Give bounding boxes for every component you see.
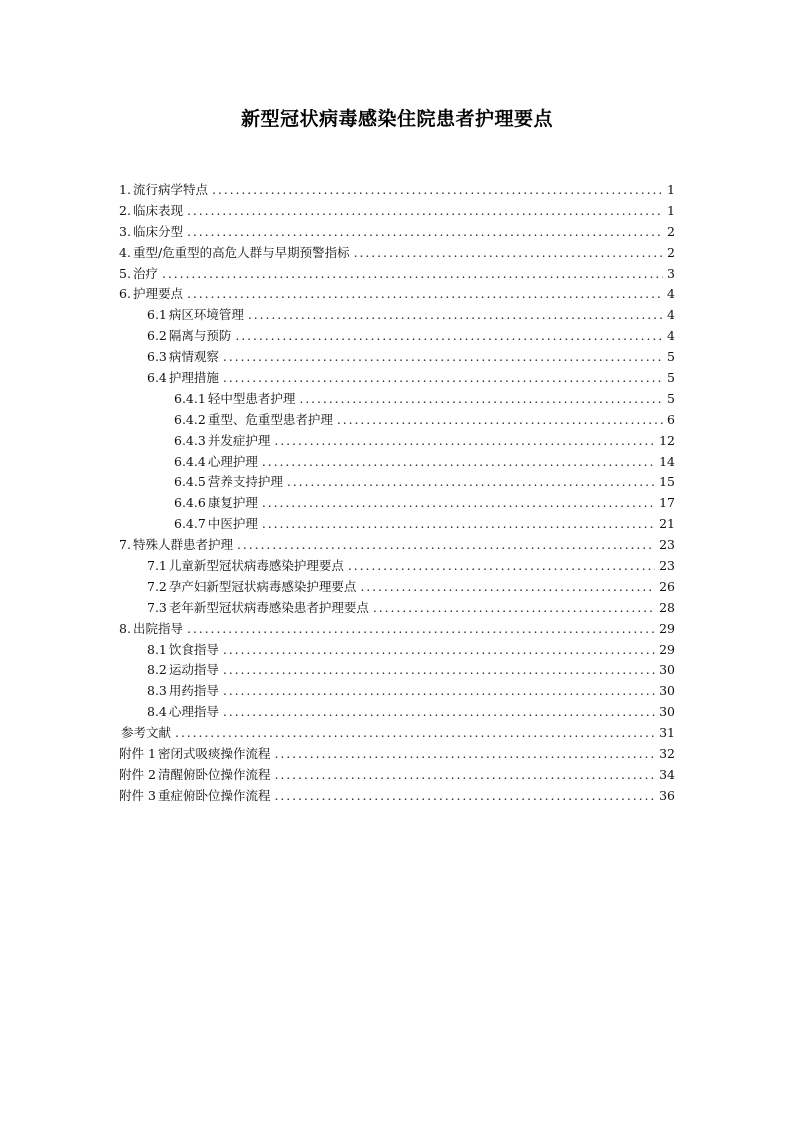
toc-page-number: 34 xyxy=(659,766,675,782)
toc-entry-label: 密闭式吸痰操作流程 xyxy=(157,746,271,762)
toc-page-number: 4 xyxy=(667,328,675,344)
toc-entry-number: 8.2 xyxy=(147,662,167,678)
toc-dot-leader xyxy=(237,535,655,556)
toc-entry[interactable] xyxy=(119,681,675,702)
toc-entry[interactable] xyxy=(119,452,675,473)
toc-entry-label: 中医护理 xyxy=(207,516,258,532)
toc-entry[interactable] xyxy=(119,305,675,326)
toc-entry-number: 6.4.7 xyxy=(174,516,206,532)
toc-entry[interactable] xyxy=(119,180,675,201)
toc-dot-leader xyxy=(187,222,663,243)
toc-entry[interactable] xyxy=(119,264,675,285)
toc-entry-number: 6.4.4 xyxy=(174,453,206,469)
toc-entry-number: 6.1 xyxy=(147,307,167,323)
toc-entry-label: 护理措施 xyxy=(168,370,219,386)
toc-entry-number: 附件 3 xyxy=(119,787,156,803)
toc-dot-leader xyxy=(287,472,655,493)
toc-entry-label: 饮食指导 xyxy=(168,641,219,657)
toc-entry-label: 流行病学特点 xyxy=(132,182,208,197)
toc-entry-number: 7.3 xyxy=(147,599,167,615)
toc-page-number: 14 xyxy=(659,453,675,469)
toc-dot-leader xyxy=(274,744,655,765)
toc-dot-leader xyxy=(187,201,663,222)
toc-entry-number: 6.4.5 xyxy=(174,474,206,490)
toc-dot-leader xyxy=(235,326,663,347)
toc-entry-label: 老年新型冠状病毒感染患者护理要点 xyxy=(168,599,369,615)
toc-page-number: 23 xyxy=(659,537,675,553)
toc-page-number: 29 xyxy=(659,620,675,636)
toc-dot-leader xyxy=(223,681,655,702)
toc-dot-leader xyxy=(274,765,655,786)
toc-dot-leader xyxy=(187,619,655,640)
toc-page-number: 17 xyxy=(659,495,675,511)
toc-entry-label: 并发症护理 xyxy=(207,432,271,448)
toc-dot-leader xyxy=(348,556,655,577)
toc-dot-leader xyxy=(212,180,663,201)
toc-entry-label: 心理护理 xyxy=(207,453,258,469)
toc-entry-number: 7. xyxy=(119,537,131,553)
toc-dot-leader xyxy=(248,305,663,326)
toc-entry[interactable] xyxy=(119,535,675,556)
toc-entry-label: 护理要点 xyxy=(132,286,183,302)
toc-entry-label: 儿童新型冠状病毒感染护理要点 xyxy=(168,558,344,574)
toc-page-number: 12 xyxy=(659,432,675,448)
table-of-contents xyxy=(119,180,675,807)
toc-entry-label: 出院指导 xyxy=(132,620,183,636)
toc-entry-label: 心理指导 xyxy=(168,704,219,720)
toc-entry[interactable] xyxy=(119,410,675,431)
toc-dot-leader xyxy=(223,368,663,389)
toc-page-number: 5 xyxy=(667,390,675,406)
toc-dot-leader xyxy=(274,786,655,807)
toc-entry-number: 7.2 xyxy=(147,578,167,594)
toc-entry[interactable] xyxy=(119,786,675,807)
toc-entry-label: 病区环境管理 xyxy=(168,307,244,323)
toc-dot-leader xyxy=(223,702,655,723)
toc-entry[interactable] xyxy=(119,431,675,452)
toc-page-number: 29 xyxy=(659,641,675,657)
toc-entry-number: 6. xyxy=(119,286,131,302)
toc-page-number: 30 xyxy=(659,662,675,678)
toc-entry[interactable] xyxy=(119,389,675,410)
toc-page-number: 2 xyxy=(667,223,675,239)
toc-entry[interactable] xyxy=(119,326,675,347)
toc-entry-number: 7.1 xyxy=(147,558,167,574)
toc-page-number: 1 xyxy=(667,182,675,197)
toc-entry-label: 重型、危重型患者护理 xyxy=(207,411,333,427)
toc-entry-number: 6.4.1 xyxy=(174,390,206,406)
toc-entry-label: 营养支持护理 xyxy=(207,474,283,490)
toc-entry[interactable] xyxy=(119,514,675,535)
toc-entry[interactable] xyxy=(119,222,675,243)
toc-entry-number: 3. xyxy=(119,223,131,239)
toc-entry-label: 隔离与预防 xyxy=(168,328,232,344)
toc-entry[interactable] xyxy=(119,598,675,619)
toc-entry[interactable] xyxy=(119,660,675,681)
toc-entry-number: 6.4.6 xyxy=(174,495,206,511)
document-title: 新型冠状病毒感染住院患者护理要点 xyxy=(240,108,553,130)
toc-dot-leader xyxy=(162,264,663,285)
toc-entry[interactable] xyxy=(119,619,675,640)
toc-entry[interactable] xyxy=(119,577,675,598)
toc-dot-leader xyxy=(223,640,655,661)
toc-page-number: 23 xyxy=(659,558,675,574)
toc-entry[interactable] xyxy=(119,472,675,493)
toc-page-number: 36 xyxy=(659,787,675,803)
toc-entry-label: 病情观察 xyxy=(168,349,219,365)
toc-entry[interactable] xyxy=(119,744,675,765)
toc-entry-label: 孕产妇新型冠状病毒感染护理要点 xyxy=(168,578,357,594)
toc-page-number: 1 xyxy=(667,202,675,218)
toc-entry[interactable] xyxy=(119,640,675,661)
toc-entry-number: 8.3 xyxy=(147,683,167,699)
toc-entry-label: 康复护理 xyxy=(207,495,258,511)
toc-entry-number: 附件 2 xyxy=(119,766,156,782)
toc-entry[interactable] xyxy=(119,284,675,305)
toc-entry-label: 临床分型 xyxy=(132,223,183,239)
toc-entry-number: 6.4 xyxy=(147,370,167,386)
toc-entry-number: 8.1 xyxy=(147,641,167,657)
toc-dot-leader xyxy=(299,389,663,410)
toc-page-number: 31 xyxy=(659,725,675,741)
toc-dot-leader xyxy=(262,493,655,514)
toc-entry-label: 轻中型患者护理 xyxy=(207,390,296,406)
toc-entry-label: 参考文献 xyxy=(121,725,172,741)
toc-dot-leader xyxy=(175,723,655,744)
toc-page-number: 5 xyxy=(667,349,675,365)
toc-page-number: 15 xyxy=(659,474,675,490)
toc-dot-leader xyxy=(360,577,655,598)
toc-entry-number: 5. xyxy=(119,265,131,281)
toc-page-number: 3 xyxy=(667,265,675,281)
toc-page-number: 2 xyxy=(667,244,675,260)
toc-entry-label: 运动指导 xyxy=(168,662,219,678)
toc-dot-leader xyxy=(223,660,655,681)
toc-entry-number: 6.2 xyxy=(147,328,167,344)
toc-page-number: 30 xyxy=(659,683,675,699)
toc-page-number: 6 xyxy=(667,411,675,427)
toc-page-number: 4 xyxy=(667,286,675,302)
toc-entry-number: 6.3 xyxy=(147,349,167,365)
toc-page-number: 30 xyxy=(659,704,675,720)
toc-dot-leader xyxy=(274,431,655,452)
toc-entry-number: 2. xyxy=(119,202,131,218)
toc-page-number: 21 xyxy=(659,516,675,532)
toc-entry[interactable] xyxy=(119,368,675,389)
toc-dot-leader xyxy=(337,410,663,431)
toc-entry-label: 特殊人群患者护理 xyxy=(132,537,233,553)
toc-entry[interactable] xyxy=(119,347,675,368)
toc-entry[interactable] xyxy=(119,493,675,514)
toc-entry[interactable] xyxy=(119,765,675,786)
toc-entry-number: 4. xyxy=(119,244,131,260)
toc-entry-label: 重型/危重型的高危人群与早期预警指标 xyxy=(132,244,350,260)
toc-dot-leader xyxy=(262,514,655,535)
toc-page-number: 28 xyxy=(659,599,675,615)
toc-entry[interactable] xyxy=(119,556,675,577)
toc-entry-number: 6.4.2 xyxy=(174,411,206,427)
toc-entry-number: 1. xyxy=(119,182,131,197)
toc-entry-number: 8. xyxy=(119,620,131,636)
toc-entry[interactable] xyxy=(119,243,675,264)
toc-entry-label: 用药指导 xyxy=(168,683,219,699)
toc-entry-label: 清醒俯卧位操作流程 xyxy=(157,766,271,782)
toc-dot-leader xyxy=(187,284,663,305)
toc-dot-leader xyxy=(262,452,655,473)
toc-page-number: 4 xyxy=(667,307,675,323)
toc-entry[interactable] xyxy=(119,201,675,222)
toc-entry-label: 临床表现 xyxy=(132,202,183,218)
toc-entry[interactable] xyxy=(119,723,675,744)
toc-entry-label: 重症俯卧位操作流程 xyxy=(157,787,271,803)
toc-entry[interactable] xyxy=(119,702,675,723)
toc-page-number: 32 xyxy=(659,746,675,762)
toc-entry-number: 6.4.3 xyxy=(174,432,206,448)
toc-entry-label: 治疗 xyxy=(132,265,158,281)
toc-dot-leader xyxy=(223,347,663,368)
toc-entry-number: 8.4 xyxy=(147,704,167,720)
toc-dot-leader xyxy=(373,598,655,619)
toc-page-number: 26 xyxy=(659,578,675,594)
toc-dot-leader xyxy=(354,243,663,264)
toc-entry-number: 附件 1 xyxy=(119,746,156,762)
toc-page-number: 5 xyxy=(667,370,675,386)
